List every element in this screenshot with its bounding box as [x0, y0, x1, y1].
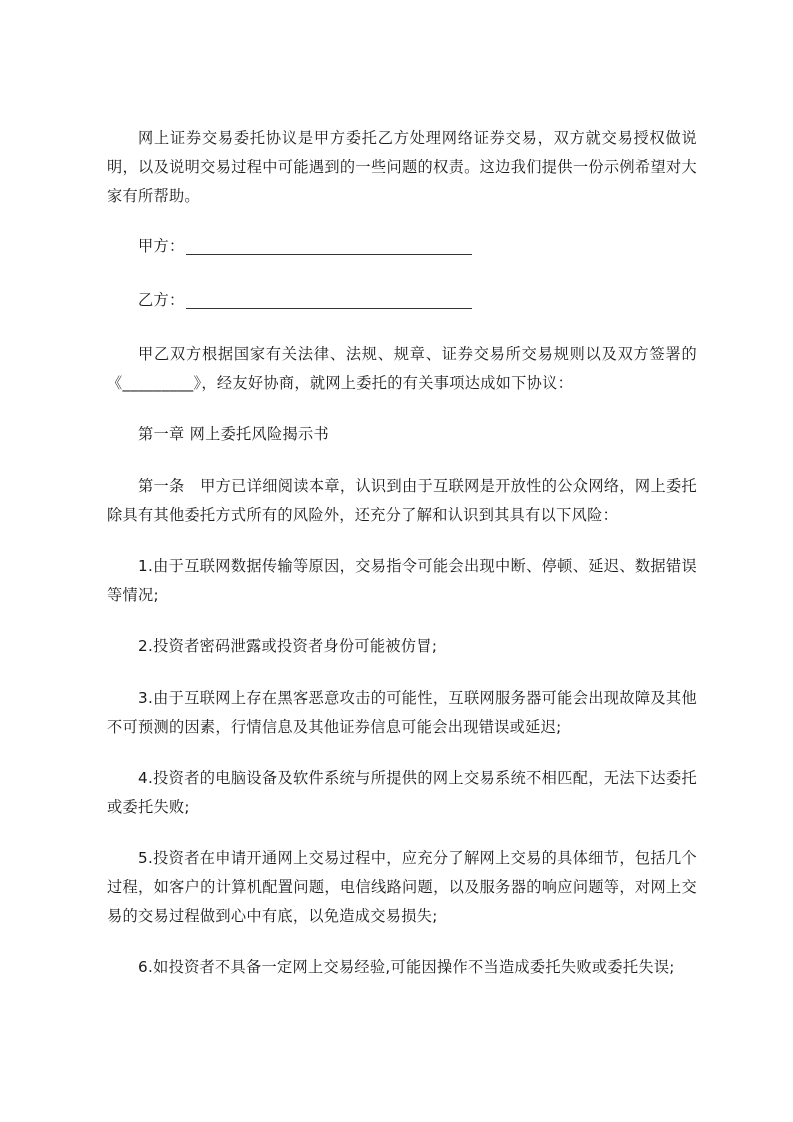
- party-b-label: 乙方：: [138, 291, 185, 309]
- party-b-line: [138, 286, 472, 315]
- party-a-blank: [186, 236, 472, 255]
- agreement-basis-paragraph: 甲乙双方根据国家有关法律、法规、规章、证券交易所交易规则以及双方签署的《_________》，经友好协商，就网上委托的有关事项达成如下协议：: [107, 345, 697, 392]
- intro-paragraph: 网上证券交易委托协议是甲方委托乙方处理网络证券交易，双方就交易授权做说明，以及说明交易过程中可能遇到的一些问题的权责。这边我们提供一份示例希望对大家有所帮助。: [107, 129, 697, 205]
- risk-item-2: 2.投资者密码泄露或投资者身份可能被仿冒;: [138, 637, 438, 655]
- party-a-label: 甲方：: [138, 237, 185, 255]
- party-a-line: [138, 232, 472, 261]
- risk-item-4: 4.投资者的电脑设备及软件系统与所提供的网上交易系统不相匹配，无法下达委托或委托失败;: [107, 769, 697, 816]
- risk-item-3: 3.由于互联网上存在黑客恶意攻击的可能性，互联网服务器可能会出现故障及其他不可预测的因素，行情信息及其他证券信息可能会出现错误或延迟;: [107, 689, 697, 736]
- article-one-paragraph: 第一条 甲方已详细阅读本章，认识到由于互联网是开放性的公众网络，网上委托除具有其他委托方式所有的风险外，还充分了解和认识到其具有以下风险：: [107, 477, 697, 524]
- risk-item-1: 1.由于互联网数据传输等原因，交易指令可能会出现中断、停顿、延迟、数据错误等情况;: [107, 557, 697, 604]
- risk-item-6: 6.如投资者不具备一定网上交易经验,可能因操作不当造成委托失败或委托失误;: [138, 958, 675, 976]
- party-b-blank: [186, 290, 472, 309]
- chapter-title: 第一章 网上委托风险揭示书: [138, 425, 329, 443]
- risk-item-5: 5.投资者在申请开通网上交易过程中，应充分了解网上交易的具体细节，包括几个过程，如客户的计算机配置问题，电信线路问题，以及服务器的响应问题等，对网上交易的交易过程做到心中有底，以免造成交易损失;: [107, 849, 697, 925]
